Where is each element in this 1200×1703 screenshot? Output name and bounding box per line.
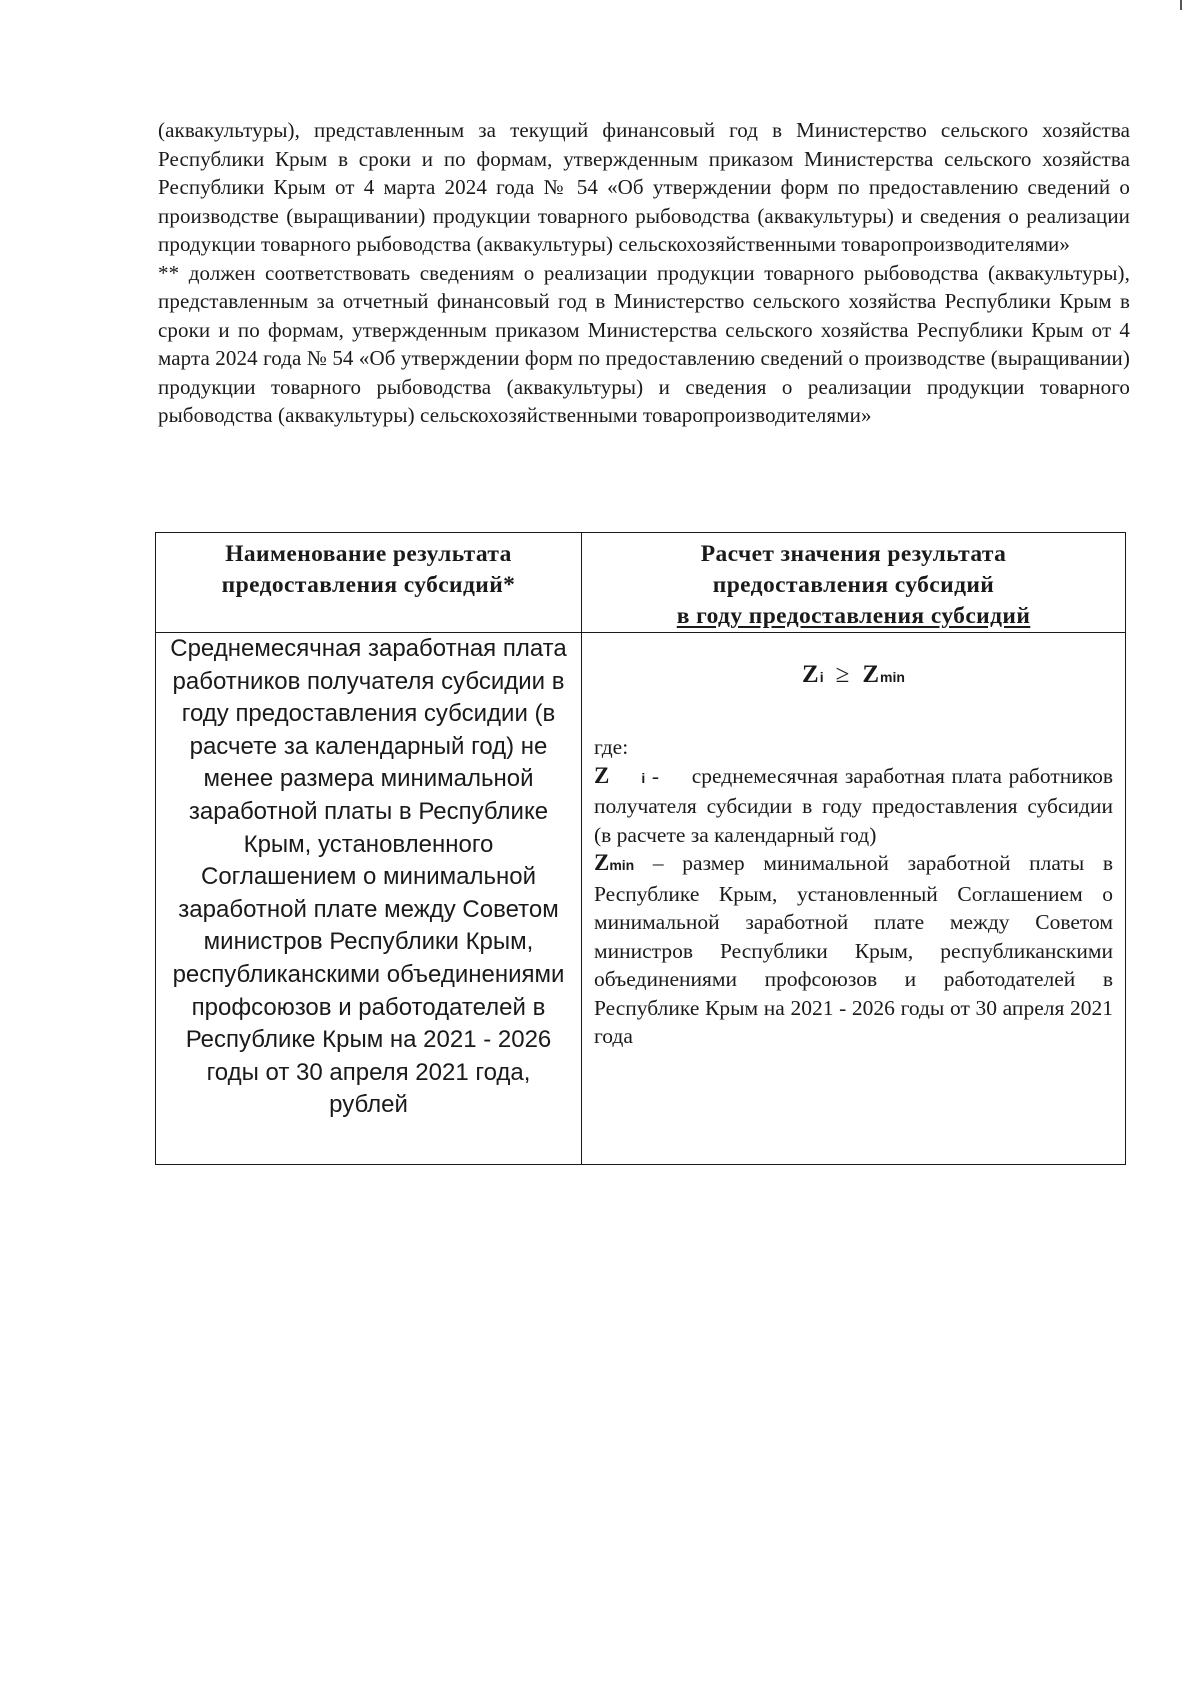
def-zmin-text: размер минимальной заработной платы в Республике Крым, установленный Соглашением о минимальной заработной плате между Советом министров Республики Крым, республиканскими объединениями профсоюзов и работодателей в Республике Крым на 2021 - 2026 годы от 30 апреля 2021 года xyxy=(594,851,1114,1048)
scan-mark xyxy=(1180,0,1182,10)
header-right-line2: предоставления субсидий xyxy=(712,572,995,598)
header-left-line1: Наименование результата xyxy=(225,541,512,567)
def-zmin-sub: min xyxy=(609,857,635,873)
formula-left-sub: i xyxy=(819,669,824,685)
def-zi-symbol: Z xyxy=(594,762,610,788)
header-left-line2: предоставления субсидий* xyxy=(221,572,516,598)
formula xyxy=(594,661,1113,705)
formula-right-symbol: Z xyxy=(862,661,881,688)
table-header-row xyxy=(156,533,1126,633)
definition-zmin xyxy=(594,849,1113,1051)
where-label: где: xyxy=(594,735,629,759)
header-right-cell xyxy=(582,533,1126,633)
formula-right-sub: min xyxy=(880,669,905,685)
def-zi-sub: i xyxy=(641,769,646,786)
calculation-cell xyxy=(582,633,1126,1165)
formula-operator: ≥ xyxy=(835,661,851,688)
result-table xyxy=(155,532,1126,1165)
def-zmin-symbol: Z xyxy=(594,850,610,875)
header-right-line1: Расчет значения результата xyxy=(700,541,1007,567)
result-name-text: Среднемесячная заработная плата работников получателя субсидии в году предоставления субсидии (в расчете за календарный год) не менее размера минимальной заработной платы в Республике Крым, установленного Соглашением о минимальной заработной плате между Советом министров Республики Крым, республиканскими объединениями профсоюзов и работодателей в Республике Крым на 2021 - 2026 годы от 30 апреля 2021 года, рублей xyxy=(170,635,567,1119)
footnote-continuation: (аквакультуры), представленным за текущий финансовый год в Министерство сельского хозяйства Республики Крым в сроки и по формам, утвержденным приказом Министерства сельского хозяйства Республики Крым от 4 марта 2024 года № 54 «Об утверждении форм по предоставлению сведений о производстве (выращивании) продукции товарного рыбоводства (аквакультуры) и сведения о реализации продукции товарного рыбоводства (аквакультуры) сельскохозяйственными товаропроизводителями» xyxy=(158,118,1130,256)
def-zi-text: среднемесячная заработная плата работников получателя субсидии в году предоставления субсидии (в расчете за календарный год) xyxy=(594,763,1114,847)
def-zmin-dash: – xyxy=(652,851,664,875)
formula-left-symbol: Z xyxy=(802,661,820,688)
definition-zi xyxy=(594,762,1113,850)
table-row xyxy=(156,633,1126,1165)
footnote-double-star: ** должен соответствовать сведениям о реализации продукции товарного рыбоводства (аквакультуры), представленным за отчетный финансовый год в Министерство сельского хозяйства Республики Крым в сроки и по формам, утвержденным приказом Министерства сельского хозяйства Республики Крым от 4 марта 2024 года № 54 «Об утверждении форм по предоставлению сведений о производстве (выращивании) продукции товарного рыбоводства (аквакультуры) и сведения о реализации продукции товарного рыбоводства (аквакультуры) сельскохозяйственными товаропроизводителями» xyxy=(158,260,1130,427)
header-left-cell xyxy=(156,533,582,633)
def-zi-dash: - xyxy=(651,763,660,788)
header-right-line3: в году предоставления субсидий xyxy=(676,603,1031,629)
result-name-cell xyxy=(156,633,582,1165)
footnotes-block xyxy=(158,116,1130,430)
